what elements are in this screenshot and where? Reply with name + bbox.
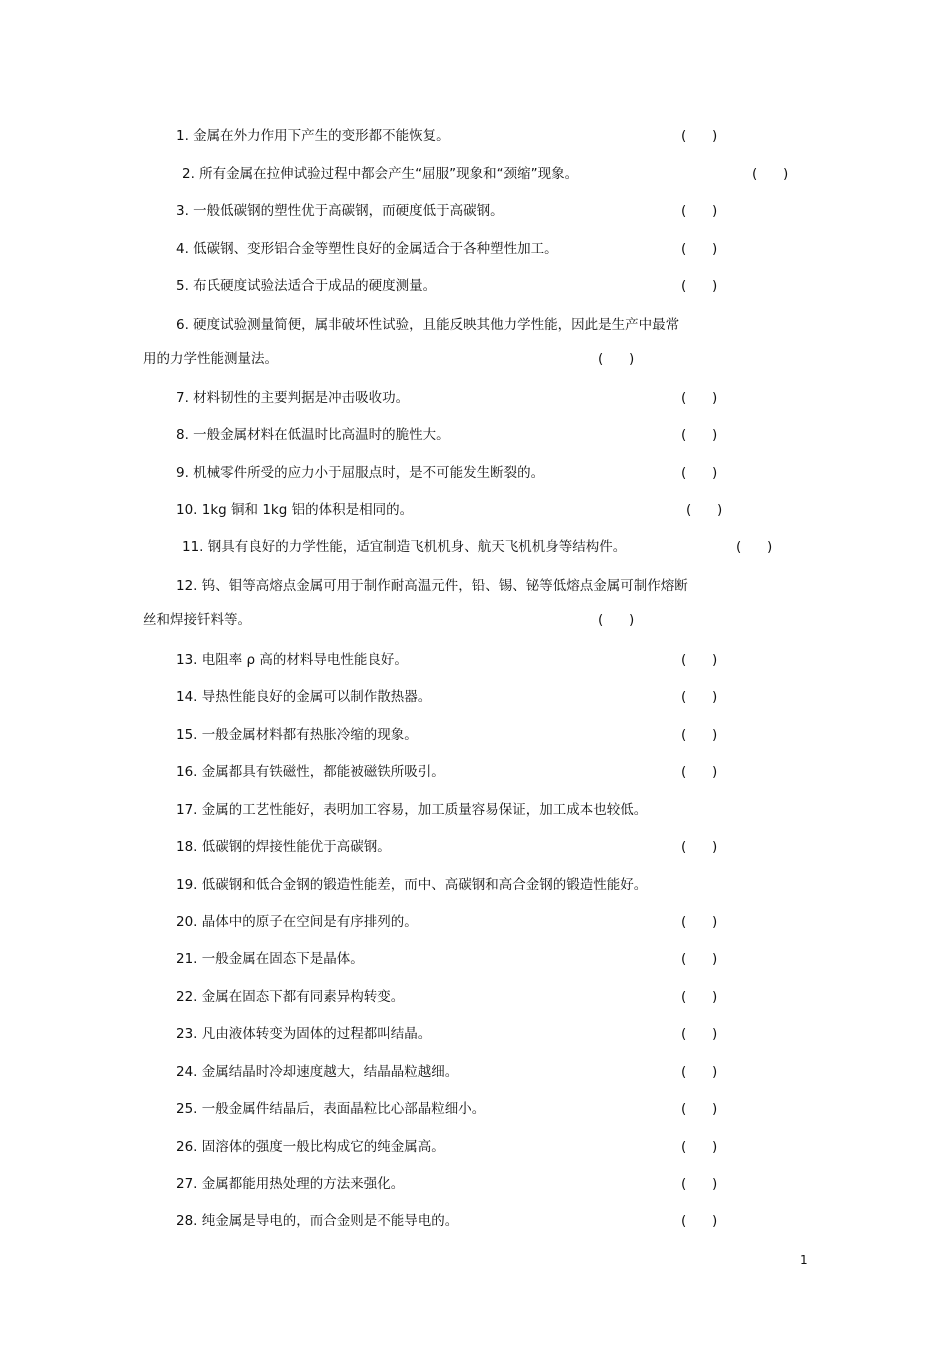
answer-blank-20[interactable]: ( ) [681, 914, 718, 930]
answer-blank-23[interactable]: ( ) [681, 1026, 718, 1042]
question-7: 7. 材料韧性的主要判据是冲击吸收功。 [176, 390, 410, 406]
answer-blank-11[interactable]: ( ) [736, 539, 773, 555]
question-16: 16. 金属都具有铁磁性，都能被磁铁所吸引。 [176, 764, 445, 780]
question-5: 5. 布氏硬度试验法适合于成品的硬度测量。 [176, 278, 437, 294]
question-25: 25. 一般金属件结晶后，表面晶粒比心部晶粒细小。 [176, 1101, 486, 1117]
answer-blank-16[interactable]: ( ) [681, 764, 718, 780]
question-9: 9. 机械零件所受的应力小于屈服点时，是不可能发生断裂的。 [176, 465, 545, 481]
question-19: 19. 低碳钢和低合金钢的锻造性能差，而中、高碳钢和高合金钢的锻造性能好。 [176, 877, 648, 893]
question-26: 26. 固溶体的强度一般比构成它的纯金属高。 [176, 1139, 445, 1155]
answer-blank-14[interactable]: ( ) [681, 689, 718, 705]
question-28: 28. 纯金属是导电的，而合金则是不能导电的。 [176, 1213, 459, 1229]
question-21: 21. 一般金属在固态下是晶体。 [176, 951, 364, 967]
answer-blank-9[interactable]: ( ) [681, 465, 718, 481]
question-8: 8. 一般金属材料在低温时比高温时的脆性大。 [176, 427, 450, 443]
answer-blank-22[interactable]: ( ) [681, 989, 718, 1005]
question-24: 24. 金属结晶时冷却速度越大，结晶晶粒越细。 [176, 1064, 459, 1080]
page-number: 1 [800, 1253, 808, 1267]
answer-blank-3[interactable]: ( ) [681, 203, 718, 219]
question-11: 11. 钢具有良好的力学性能，适宜制造飞机机身、航天飞机机身等结构件。 [182, 539, 627, 555]
question-14: 14. 导热性能良好的金属可以制作散热器。 [176, 689, 432, 705]
question-6: 6. 硬度试验测量简便，属非破坏性试验，且能反映其他力学性能，因此是生产中最常 [176, 317, 680, 333]
answer-blank-28[interactable]: ( ) [681, 1213, 718, 1229]
question-18: 18. 低碳钢的焊接性能优于高碳钢。 [176, 839, 391, 855]
question-22: 22. 金属在固态下都有同素异构转变。 [176, 989, 405, 1005]
question-10: 10. 1kg 铜和 1kg 铝的体积是相同的。 [176, 502, 414, 518]
answer-blank-25[interactable]: ( ) [681, 1101, 718, 1117]
question-4: 4. 低碳钢、变形铝合金等塑性良好的金属适合于各种塑性加工。 [176, 241, 558, 257]
question-27: 27. 金属都能用热处理的方法来强化。 [176, 1176, 405, 1192]
question-23: 23. 凡由液体转变为固体的过程都叫结晶。 [176, 1026, 432, 1042]
answer-blank-10[interactable]: ( ) [686, 502, 723, 518]
question-20: 20. 晶体中的原子在空间是有序排列的。 [176, 914, 418, 930]
question-12-continued: 丝和焊接钎料等。 [143, 612, 251, 628]
answer-blank-26[interactable]: ( ) [681, 1139, 718, 1155]
question-2: 2. 所有金属在拉伸试验过程中都会产生“屈服”现象和“颈缩”现象。 [182, 166, 579, 182]
question-15: 15. 一般金属材料都有热胀冷缩的现象。 [176, 727, 418, 743]
answer-blank-18[interactable]: ( ) [681, 839, 718, 855]
question-3: 3. 一般低碳钢的塑性优于高碳钢，而硬度低于高碳钢。 [176, 203, 504, 219]
question-13: 13. 电阻率 ρ 高的材料导电性能良好。 [176, 652, 408, 668]
answer-blank-15[interactable]: ( ) [681, 727, 718, 743]
answer-blank-24[interactable]: ( ) [681, 1064, 718, 1080]
answer-blank-13[interactable]: ( ) [681, 652, 718, 668]
question-6-continued: 用的力学性能测量法。 [143, 351, 278, 367]
answer-blank-12[interactable]: ( ) [598, 612, 635, 628]
answer-blank-5[interactable]: ( ) [681, 278, 718, 294]
answer-blank-21[interactable]: ( ) [681, 951, 718, 967]
answer-blank-8[interactable]: ( ) [681, 427, 718, 443]
answer-blank-6[interactable]: ( ) [598, 351, 635, 367]
question-17: 17. 金属的工艺性能好，表明加工容易，加工质量容易保证，加工成本也较低。 [176, 802, 648, 818]
answer-blank-4[interactable]: ( ) [681, 241, 718, 257]
question-1: 1. 金属在外力作用下产生的变形都不能恢复。 [176, 128, 450, 144]
answer-blank-1[interactable]: ( ) [681, 128, 718, 144]
answer-blank-7[interactable]: ( ) [681, 390, 718, 406]
question-12: 12. 钨、钼等高熔点金属可用于制作耐高温元件，铅、锡、铋等低熔点金属可制作熔断 [176, 578, 688, 594]
answer-blank-2[interactable]: ( ) [752, 166, 789, 182]
answer-blank-27[interactable]: ( ) [681, 1176, 718, 1192]
